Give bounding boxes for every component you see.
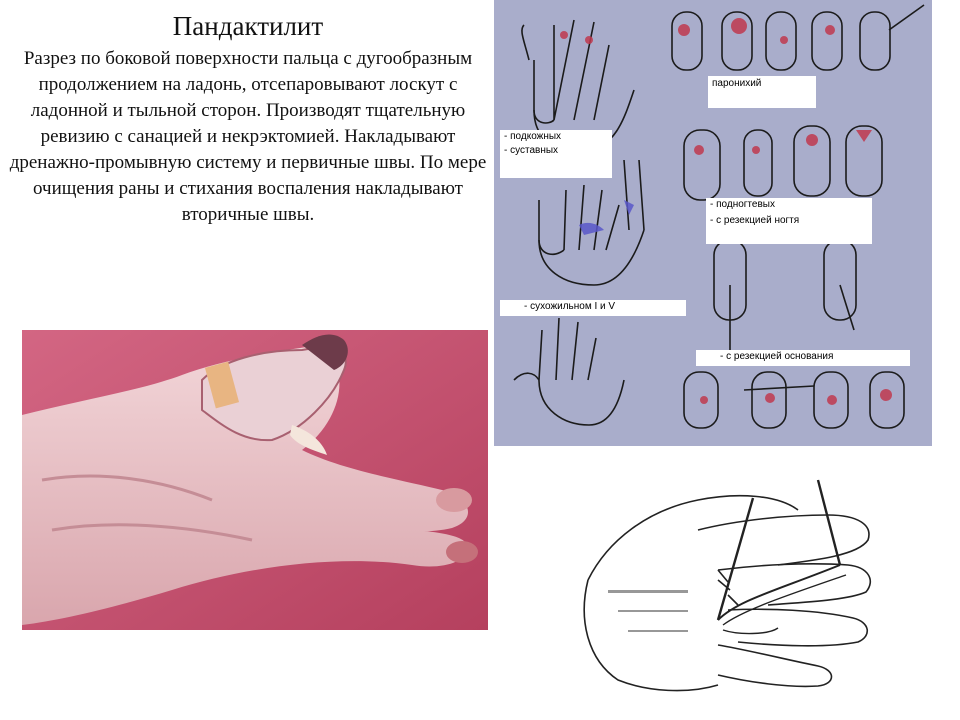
label-tendon: - сухожильном I и V	[500, 300, 686, 316]
surgical-drainage-sketch	[578, 470, 880, 694]
slide-title: Пандактилит	[172, 11, 324, 41]
label-subungual: - подногтевых	[706, 198, 872, 214]
clinical-photo	[22, 330, 488, 630]
label-subcutaneous: - подкожных	[500, 130, 612, 144]
slide-description: Разрез по боковой поверхности пальца с дугообразным продолжением на ладонь, отсепаровывают лоскут с ладонной и тыльной сторон. Производят тщательную ревизию с санацией и некрэктомией. Накладывают дренажно-промывную систему и первичные швы. По мере очищения раны и стихания воспаления накладывают вторичные швы.	[9, 48, 487, 225]
label-paronychia: паронихий	[708, 76, 816, 108]
label-base-resection: - с резекцией основания	[696, 350, 910, 366]
label-articular: - суставных	[500, 144, 612, 178]
text-block	[6, 10, 490, 228]
label-nail-resection: - с резекцией ногтя	[706, 214, 872, 244]
panaritium-diagram	[494, 0, 932, 446]
hand-photo-illustration	[22, 330, 488, 630]
drainage-illustration	[578, 470, 880, 694]
